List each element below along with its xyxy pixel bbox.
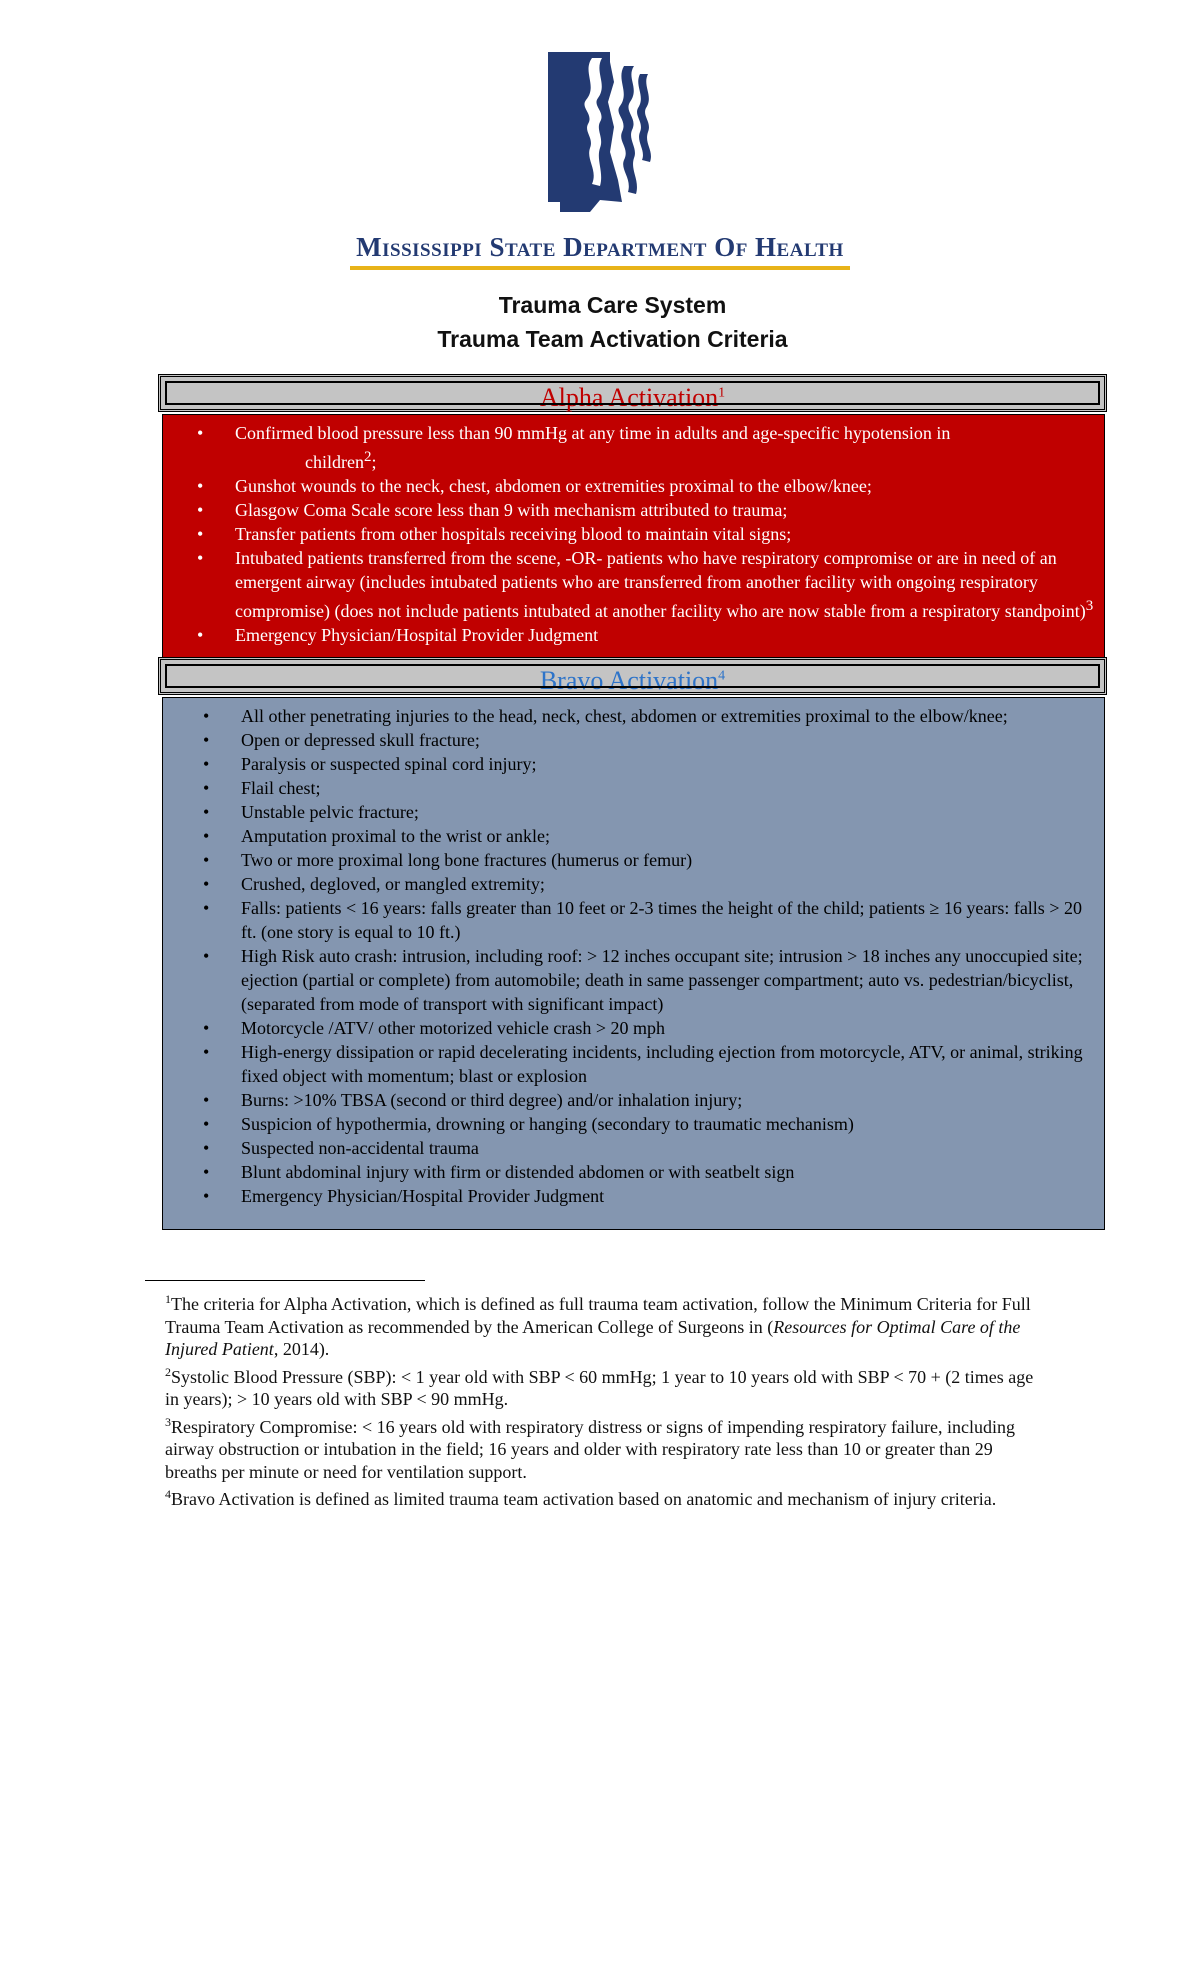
list-item: • Motorcycle /ATV/ other motorized vehicle crash > 20 mph	[241, 1016, 1091, 1040]
footnote-4: $^4$Bravo Activation is defined as limited trauma team activation based on anatomic and mechanism of injury criteria.	[165, 1487, 997, 1509]
logo-gold-rule	[350, 266, 850, 270]
list-item: • Glasgow Coma Scale score less than 9 with mechanism attributed to trauma;	[235, 498, 1095, 522]
list-item: • Suspected non-accidental trauma	[241, 1136, 1091, 1160]
list-item: • Emergency Physician/Hospital Provider Judgment	[241, 1184, 1091, 1208]
bravo-heading-footnote-ref: 4	[718, 668, 726, 683]
list-item: • High Risk auto crash: intrusion, including roof: > 12 inches occupant site; intrusion > 18 inches any unoccupied site; ejection (partial or complete) from automobile; death in same passenger compartment; auto vs. pedestrian/bicyclist, (separated from mode of transport with significant impact)	[241, 944, 1091, 1016]
org-name: Mississippi State Department Of Health	[356, 232, 844, 262]
list-item: • Blunt abdominal injury with firm or distended abdomen or with seatbelt sign	[241, 1160, 1091, 1184]
alpha-activation-header	[158, 374, 1107, 412]
bravo-activation-header	[158, 657, 1107, 695]
bravo-criteria-list	[241, 704, 1091, 1208]
list-item: • Unstable pelvic fracture;	[241, 800, 1091, 824]
list-item: • Emergency Physician/Hospital Provider Judgment	[235, 623, 1095, 647]
list-item: • Amputation proximal to the wrist or ankle;	[241, 824, 1091, 848]
alpha-heading-footnote-ref: 1	[718, 385, 726, 400]
list-item: • Open or depressed skull fracture;	[241, 728, 1091, 752]
footnote-3: $^3$Respiratory Compromise: < 16 years old with respiratory distress or signs of impending respiratory failure, including airway obstruction or intubation in the field; 16 years and older with respiratory rate less than 10 or greater than 29 breaths per minute or need for ventilation support.	[165, 1414, 1015, 1482]
list-item: • Suspicion of hypothermia, drowning or hanging (secondary to traumatic mechanism)	[241, 1112, 1091, 1136]
page-title: Trauma Care System	[498, 292, 727, 318]
page-titles	[0, 288, 1200, 356]
list-item: • All other penetrating injuries to the head, neck, chest, abdomen or extremities proximal to the elbow/knee;	[241, 704, 1091, 728]
list-item: • Falls: patients < 16 years: falls greater than 10 feet or 2-3 times the height of the child; patients ≥ 16 years: falls > 20 ft. (one story is equal to 10 ft.)	[241, 896, 1091, 944]
alpha-criteria-box	[162, 414, 1105, 660]
footnotes	[165, 1288, 1045, 1511]
footnote-1: $^1$The criteria for Alpha Activation, which is defined as full trauma team activation, follow the Minimum Criteria for Full Trauma Team Activation as recommended by the American College of Surgeons in (Resources for Optimal Care of the Injured Patient, 2014).	[165, 1292, 1031, 1359]
alpha-heading: Alpha Activation$^1$	[539, 382, 726, 412]
footnote-separator	[145, 1280, 425, 1281]
list-item: • Burns: >10% TBSA (second or third degree) and/or inhalation injury;	[241, 1088, 1091, 1112]
list-item: • Flail chest;	[241, 776, 1091, 800]
msdh-profiles-logo-icon	[540, 52, 660, 212]
page-subtitle: Trauma Team Activation Criteria	[437, 326, 788, 352]
list-item: • Gunshot wounds to the neck, chest, abdomen or extremities proximal to the elbow/knee;	[235, 474, 1095, 498]
bravo-criteria-box	[162, 697, 1105, 1230]
list-item: • Two or more proximal long bone fractures (humerus or femur)	[241, 848, 1091, 872]
list-item: • Paralysis or suspected spinal cord injury;	[241, 752, 1091, 776]
bravo-heading: Bravo Activation$^4$	[539, 665, 726, 695]
alpha-criteria-list	[235, 421, 1095, 647]
list-item: • High-energy dissipation or rapid decelerating incidents, including ejection from motorcycle, ATV, or animal, striking fixed object with momentum; blast or explosion	[241, 1040, 1091, 1088]
list-item: • Confirmed blood pressure less than 90 mmHg at any time in adults and age-specific hypotension in children$^2$;	[235, 421, 1095, 474]
list-item: • Intubated patients transferred from the scene, -OR- patients who have respiratory compromise or are in need of an emergent airway (includes intubated patients who are transferred from another facility with ongoing respiratory compromise) (does not include patients intubated at another facility who are now stable from a respiratory standpoint)$^3$	[235, 546, 1095, 623]
footnote-2: $^2$Systolic Blood Pressure (SBP): < 1 year old with SBP < 60 mmHg; 1 year to 10 years old with SBP < 70 + (2 times age in years); > 10 years old with SBP < 90 mmHg.	[165, 1364, 1034, 1409]
msdh-logo	[350, 52, 850, 270]
list-item: • Transfer patients from other hospitals receiving blood to maintain vital signs;	[235, 522, 1095, 546]
list-item: • Crushed, degloved, or mangled extremity;	[241, 872, 1091, 896]
